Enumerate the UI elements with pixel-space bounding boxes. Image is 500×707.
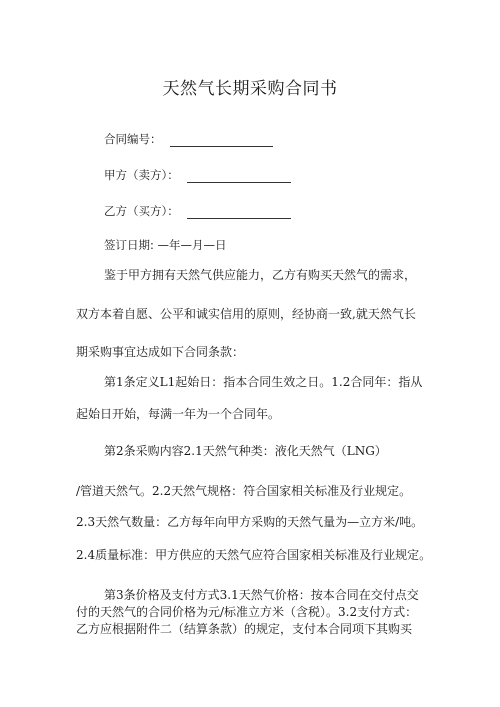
body-line: 2.3天然气数量：乙方每年向甲方采购的天然气量为—立方米/吨。	[76, 515, 424, 529]
body-line: 乙方应根据附件二（结算条款）的规定，支付本合同项下其购买	[76, 622, 413, 636]
body-line: 鉴于甲方拥有天然气供应能力，乙方有购买天然气的需求，	[104, 268, 417, 282]
contract-number-field	[104, 131, 273, 147]
body-line: 付的天然气的合同价格为元/标准立方米（含税）。3.2支付方式：	[76, 605, 418, 619]
party-a-field	[104, 167, 291, 183]
sign-date-text: 签订日期: —年—月—日	[104, 238, 227, 252]
party-b-field	[104, 203, 291, 219]
body-line: 第2条采购内容2.1天然气种类：液化天然气（LNG）	[104, 444, 387, 458]
contract-number-label: 合同编号：	[104, 132, 162, 146]
body-line: 期采购事宜达成如下合同条款：	[76, 345, 245, 359]
body-line: 第1条定义L1起始日：指本合同生效之日。1.2合同年：指从	[104, 375, 423, 389]
document-title: 天然气长期采购合同书	[162, 79, 338, 99]
body-line: 第3条价格及支付方式3.1天然气价格：按本合同在交付点交	[104, 588, 419, 602]
party-b-blank	[187, 207, 291, 219]
party-b-label: 乙方（买方）：	[104, 204, 179, 218]
body-line: 2.4质量标准：甲方供应的天然气应符合国家相关标准及行业规定。	[76, 548, 432, 562]
body-line: 双方本着自愿、公平和诚实信用的原则，经协商一致,就天然气长	[76, 307, 416, 321]
party-a-label: 甲方（卖方）：	[104, 168, 179, 182]
body-line: /管道天然气。2.2天然气规格：符合国家相关标准及行业规定。	[76, 484, 412, 498]
sign-date-field	[104, 237, 227, 253]
body-line: 起始日开始，每满一年为一个合同年。	[76, 407, 281, 421]
contract-number-blank	[170, 135, 273, 147]
party-a-blank	[187, 171, 291, 183]
